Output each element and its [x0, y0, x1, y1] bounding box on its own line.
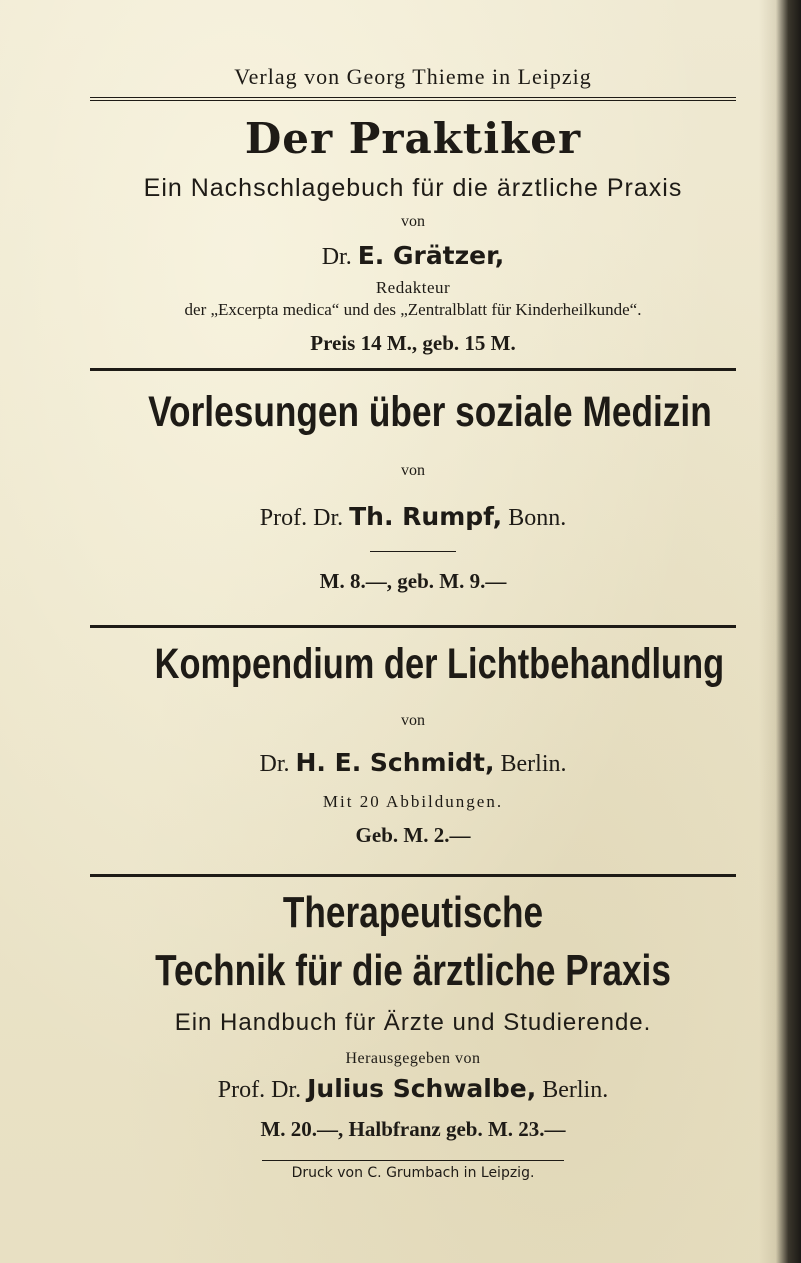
short-divider: [370, 551, 456, 552]
divider: [90, 97, 736, 101]
author-line: [90, 1074, 736, 1104]
printer-imprint: Druck von C. Grumbach in Leipzig.: [262, 1160, 564, 1181]
book-subtitle: Ein Handbuch für Ärzte und Studierende.: [174, 1009, 652, 1036]
book-subtitle: Ein Nachschlagebuch für die ärztliche Praxis: [143, 174, 683, 202]
author-role: Redakteur: [375, 278, 451, 297]
book-title: Kompendium der Lichtbehandlung: [154, 640, 725, 688]
von-label: von: [401, 712, 425, 729]
author-line: [90, 502, 736, 532]
book-price: Geb. M. 2.—: [355, 823, 471, 847]
book-title-line-2: Technik für die ärztliche Praxis: [155, 946, 671, 995]
author-city: Berlin.: [500, 751, 567, 777]
author-prefix: Prof. Dr.: [217, 1077, 302, 1103]
author-city: Berlin.: [542, 1077, 609, 1103]
author-name: Th. Rumpf,: [349, 502, 503, 531]
illustrations-note: Mit 20 Abbildungen.: [322, 792, 504, 811]
editor-label: Herausgegeben von: [345, 1050, 481, 1067]
author-city: Bonn.: [508, 505, 567, 531]
divider: [90, 874, 736, 877]
book-title: Der Praktiker: [244, 114, 582, 163]
book-price: Preis 14 M., geb. 15 M.: [310, 331, 516, 355]
page-edge-shadow: [759, 0, 801, 1263]
author-line: [90, 241, 736, 271]
author-prefix: Prof. Dr.: [259, 505, 344, 531]
author-journals: der „Excerpta medica“ und des „Zentralblatt für Kinderheilkunde“.: [184, 300, 642, 319]
von-label: von: [401, 213, 425, 230]
book-price: M. 8.—, geb. M. 9.—: [319, 569, 507, 593]
publisher-header: Verlag von Georg Thieme in Leipzig: [234, 64, 592, 89]
author-line: [90, 748, 736, 778]
author-name: E. Grätzer,: [357, 241, 505, 270]
author-name: H. E. Schmidt,: [295, 748, 495, 777]
book-price: M. 20.—, Halbfranz geb. M. 23.—: [260, 1117, 566, 1141]
author-name: Julius Schwalbe,: [307, 1074, 537, 1103]
author-prefix: Dr.: [259, 751, 290, 777]
author-prefix: Dr.: [321, 244, 352, 270]
book-title-line-1: Therapeutische: [282, 888, 544, 937]
divider: [90, 625, 736, 628]
book-title: Vorlesungen über soziale Medizin: [148, 388, 712, 436]
divider: [90, 368, 736, 371]
von-label: von: [401, 462, 425, 479]
